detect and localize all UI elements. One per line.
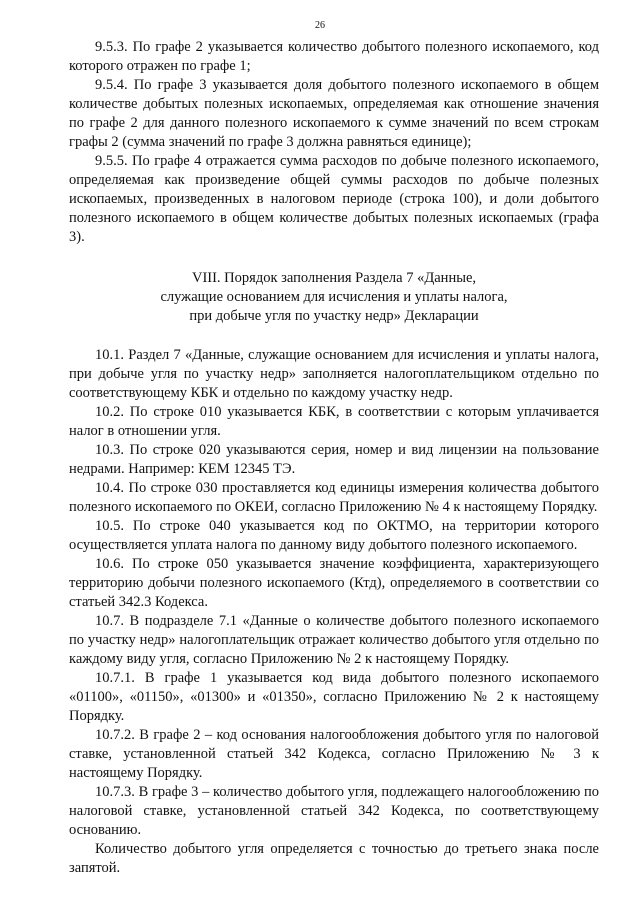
paragraph-precision-note: Количество добытого угля определяется с точностью до третьего знака после запятой.: [69, 841, 599, 876]
paragraph-10-1: 10.1. Раздел 7 «Данные, служащие основанием для исчисления и уплаты налога, при добыче угля по участку недр» заполняется налогоплательщиком отдельно по соответствующему КБК и отдельно по каждому участку недр.: [69, 347, 599, 401]
section-heading-line-1: VIII. Порядок заполнения Раздела 7 «Данные,: [191, 270, 477, 286]
page-number: 26: [315, 20, 325, 31]
section-heading: [69, 269, 599, 326]
paragraph-10-7-2: 10.7.2. В графе 2 – код основания налогообложения добытого угля по налоговой ставке, установленной статьей 342 Кодекса, согласно Приложению № 3 к настоящему Порядку.: [69, 727, 599, 781]
paragraph-10-6: 10.6. По строке 050 указывается значение коэффициента, характеризующего территорию добычи полезного ископаемого (Ктд), определяемого в соответствии со статьей 342.3 Кодекса.: [69, 556, 599, 610]
paragraph-9-5-4: 9.5.4. По графе 3 указывается доля добытого полезного ископаемого в общем количестве добытых полезных ископаемых, определяемая как отношение значения по графе 2 для данного полезного ископаемого к сумме значений по всем строкам графы 2 (сумма значений по графе 3 должна равняться единице);: [69, 77, 599, 150]
section-heading-line-2: служащие основанием для исчисления и уплаты налога,: [160, 289, 508, 305]
paragraph-10-7-1: 10.7.1. В графе 1 указывается код вида добытого полезного ископаемого «01100», «01150», «01300» и «01350», согласно Приложению № 2 к настоящему Порядку.: [69, 670, 599, 724]
paragraph-10-5: 10.5. По строке 040 указывается код по ОКТМО, на территории которого осуществляется уплата налога по данному виду добытого полезного ископаемого.: [69, 518, 599, 553]
paragraph-10-2: 10.2. По строке 010 указывается КБК, в соответствии с которым уплачивается налог в отношении угля.: [69, 404, 599, 439]
document-body: [69, 38, 599, 878]
paragraph-9-5-5: 9.5.5. По графе 4 отражается сумма расходов по добыче полезного ископаемого, определяемая как произведение общей суммы расходов по добыче полезных ископаемых, произведенных в налоговом периоде (строка 100), и доли добытого полезного ископаемого в общем количестве добытых полезных ископаемых (графа 3).: [69, 153, 599, 245]
paragraph-10-7: 10.7. В подразделе 7.1 «Данные о количестве добытого полезного ископаемого по участку недр» налогоплательщик отражает количество добытого угля отдельно по каждому виду угля, согласно Приложению № 2 к настоящему Порядку.: [69, 613, 599, 667]
paragraph-10-4: 10.4. По строке 030 проставляется код единицы измерения количества добытого полезного ископаемого по ОКЕИ, согласно Приложению № 4 к настоящему Порядку.: [69, 480, 599, 515]
paragraph-10-3: 10.3. По строке 020 указываются серия, номер и вид лицензии на пользование недрами. Например: КЕМ 12345 ТЭ.: [69, 442, 599, 477]
paragraph-9-5-3: 9.5.3. По графе 2 указывается количество добытого полезного ископаемого, код которого отражен по графе 1;: [69, 39, 599, 74]
section-heading-line-3: при добыче угля по участку недр» Декларации: [189, 308, 479, 324]
paragraph-10-7-3: 10.7.3. В графе 3 – количество добытого угля, подлежащего налогообложению по налоговой ставке, установленной статьей 342 Кодекса, по соответствующему основанию.: [69, 784, 599, 838]
